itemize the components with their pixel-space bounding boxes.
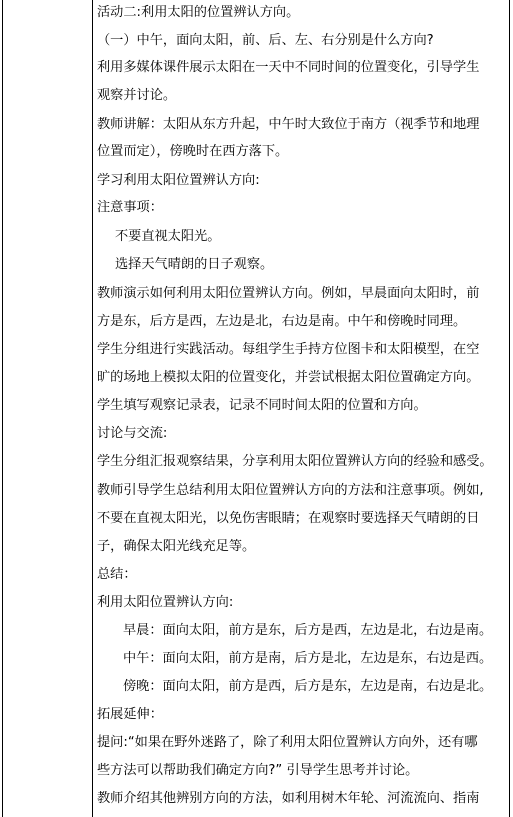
text-line: 方是东，后方是西，左边是北，右边是南。中午和傍晚时同理。	[97, 314, 467, 329]
text-line: 利用多媒体课件展示太阳在一天中不同时间的位置变化，引导学生	[97, 60, 480, 75]
text-line: 拓展延伸：	[97, 707, 163, 722]
text-line: 学习利用太阳位置辨认方向:	[97, 173, 260, 188]
text-line: 活动二:利用太阳的位置辨认方向。	[97, 5, 300, 20]
text-line: 总结：	[97, 567, 137, 582]
text-line: 不要直视太阳光。	[115, 229, 221, 244]
text-line: 教师演示如何利用太阳位置辨认方向。例如，早晨面向太阳时，前	[97, 286, 480, 301]
table-left-column	[3, 0, 93, 817]
text-line: 中午：面向太阳，前方是南，后方是北，左边是东，右边是西。	[123, 651, 493, 666]
text-line: 不要在直视太阳光，以免伤害眼睛；在观察时要选择天气晴朗的日	[97, 511, 480, 526]
text-line: 学生填写观察记录表，记录不同时间太阳的位置和方向。	[97, 398, 427, 413]
text-line: 教师引导学生总结利用太阳位置辨认方向的方法和注意事项。例如,	[97, 483, 484, 498]
text-line: 子，确保太阳光线充足等。	[97, 539, 256, 554]
text-line: 教师讲解：太阳从东方升起，中午时大致位于南方（视季节和地理	[97, 117, 480, 132]
lesson-table	[2, 0, 510, 817]
text-line: 学生分组进行实践活动。每组学生手持方位图卡和太阳模型，在空	[97, 342, 480, 357]
text-line: （一）中午，面向太阳，前、后、左、右分别是什么方向?	[97, 33, 434, 48]
text-line: 早晨：面向太阳，前方是东，后方是西，左边是北，右边是南。	[123, 623, 493, 638]
text-line: 傍晚：面向太阳，前方是西，后方是东，左边是南，右边是北。	[123, 679, 493, 694]
text-line: 学生分组汇报观察结果，分享利用太阳位置辨认方向的经验和感受。	[97, 454, 493, 469]
text-line: 些方法可以帮助我们确定方向?” 引导学生思考并讨论。	[97, 763, 419, 778]
table-content-cell	[93, 0, 509, 817]
text-line: 位置而定），傍晚时在西方落下。	[97, 144, 289, 159]
text-line: 观察并讨论。	[97, 88, 177, 103]
text-line: 旷的场地上模拟太阳的位置变化，并尝试根据太阳位置确定方向。	[97, 370, 480, 385]
text-line: 注意事项：	[97, 200, 163, 215]
text-line: 讨论与交流:	[97, 426, 168, 441]
text-line: 教师介绍其他辨别方向的方法，如利用树木年轮、河流流向、指南	[97, 791, 480, 806]
text-line: 利用太阳位置辨认方向:	[97, 595, 234, 610]
text-line: 选择天气晴朗的日子观察。	[115, 257, 274, 272]
text-line: 提问:“如果在野外迷路了，除了利用太阳位置辨认方向外，还有哪	[97, 735, 478, 750]
